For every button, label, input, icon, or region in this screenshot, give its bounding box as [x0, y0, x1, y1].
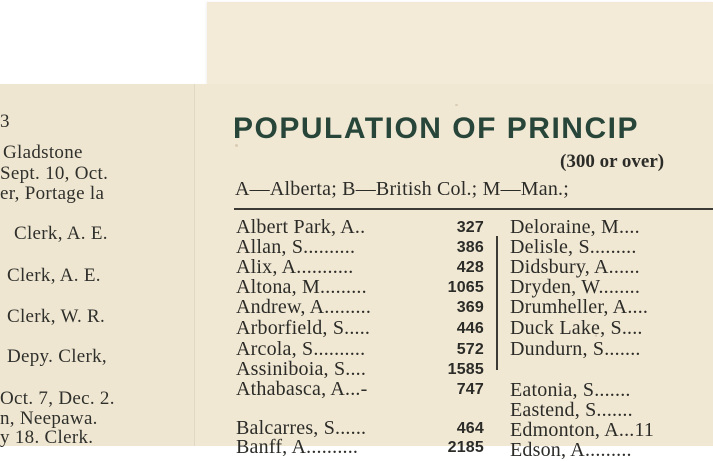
town-name: Athabasca, A...-	[236, 378, 368, 400]
list-item: Eatonia, S.......	[510, 379, 631, 401]
list-item	[236, 417, 484, 439]
town-population: 464	[456, 420, 484, 437]
left-line: Gladstone	[3, 142, 83, 163]
left-line: Oct. 7, Dec. 2.	[0, 388, 115, 409]
list-item	[236, 436, 484, 458]
left-line: Depy. Clerk,	[7, 346, 107, 367]
town-population: 1585	[447, 361, 484, 378]
page-subtitle: (300 or over)	[560, 151, 665, 172]
list-item	[236, 358, 484, 380]
town-population: 2185	[447, 439, 484, 456]
town-name: Altona, M.........	[236, 276, 367, 298]
left-line: y 18. Clerk.	[0, 427, 94, 448]
list-item	[236, 378, 484, 400]
town-name: Balcarres, S......	[236, 417, 367, 439]
list-item: Didsbury, A......	[510, 256, 640, 278]
town-population: 747	[456, 381, 484, 398]
list-item: Dundurn, S.......	[510, 338, 641, 360]
town-name: Allan, S..........	[236, 236, 356, 258]
list-item: Eastend, S.......	[510, 399, 633, 421]
left-line: Clerk, A. E.	[7, 265, 101, 286]
left-line: 3	[0, 111, 10, 132]
list-item: Drumheller, A....	[510, 296, 649, 318]
left-line: er, Portage la	[0, 183, 105, 204]
town-population: 369	[456, 299, 484, 316]
town-name: Andrew, A.........	[236, 296, 372, 318]
list-item	[236, 216, 484, 238]
list-item	[236, 338, 484, 360]
list-item	[236, 256, 484, 278]
town-population: 327	[456, 219, 484, 236]
list-item: Edmonton, A...11	[510, 419, 655, 441]
town-name: Arcola, S..........	[236, 338, 366, 360]
list-item	[236, 276, 484, 298]
column-divider	[496, 236, 498, 370]
page-title: POPULATION OF PRINCIP	[233, 112, 639, 145]
town-population: 386	[456, 239, 484, 256]
town-population: 572	[456, 341, 484, 358]
list-item: Dryden, W........	[510, 276, 641, 298]
list-item	[236, 296, 484, 318]
list-item: Edson, A.........	[510, 439, 632, 461]
left-line: n, Neepawa.	[0, 408, 98, 429]
left-line: Clerk, A. E.	[14, 223, 108, 244]
left-line: Clerk, W. R.	[7, 306, 106, 327]
list-item	[236, 236, 484, 258]
list-item: Delisle, S.........	[510, 236, 637, 258]
town-population: 1065	[447, 279, 484, 296]
town-name: Alix, A...........	[236, 256, 354, 278]
town-name: Assiniboia, S....	[236, 358, 367, 380]
town-population: 428	[456, 259, 484, 276]
town-name: Arborfield, S.....	[236, 317, 371, 339]
province-legend: A—Alberta; B—British Col.; M—Man.;	[235, 178, 570, 200]
list-item: Deloraine, M....	[510, 216, 640, 238]
left-line: Sept. 10, Oct.	[0, 163, 109, 184]
list-item: Duck Lake, S....	[510, 317, 643, 339]
list-item	[236, 317, 484, 339]
town-name: Albert Park, A..	[236, 216, 366, 238]
town-population: 446	[456, 320, 484, 337]
town-name: Banff, A..........	[236, 436, 359, 458]
table-top-rule	[234, 208, 713, 210]
